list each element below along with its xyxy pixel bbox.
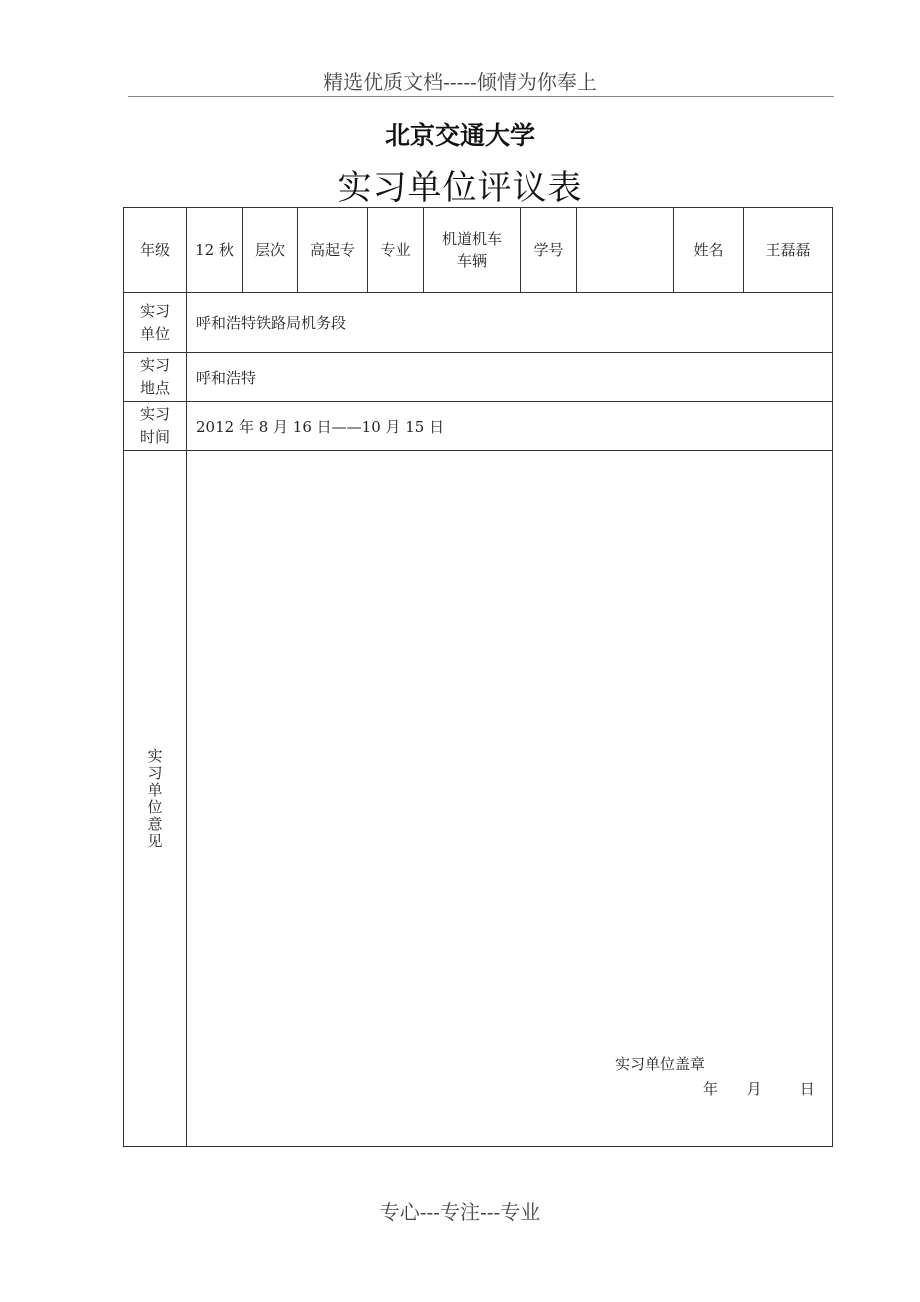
unit-row: [124, 293, 833, 353]
unit-label-line2: 单位: [139, 324, 170, 343]
page-footer-text: 专心---专注---专业: [379, 1200, 541, 1224]
location-value: 呼和浩特: [187, 353, 833, 402]
name-value: 王磊磊: [744, 208, 833, 293]
info-row: [124, 208, 833, 293]
student-id-label: 学号: [521, 208, 577, 293]
student-id-value[interactable]: [577, 208, 674, 293]
time-label: [124, 402, 187, 451]
major-label: 专业: [368, 208, 424, 293]
opinion-label-cell: [124, 451, 187, 1147]
major-value-line1: 机道机车: [441, 230, 502, 248]
unit-label: [124, 293, 187, 353]
name-label: 姓名: [674, 208, 744, 293]
location-row: [124, 353, 833, 402]
university-name: 北京交通大学: [384, 121, 535, 150]
level-label: 层次: [243, 208, 298, 293]
unit-label-line1: 实习: [139, 301, 170, 320]
evaluation-form-table: [123, 207, 833, 1147]
opinion-content-area[interactable]: [187, 451, 833, 1147]
unit-stamp-label: 实习单位盖章: [615, 1055, 706, 1073]
time-label-line2: 时间: [139, 428, 170, 446]
grade-value: 12 秋: [187, 208, 243, 293]
time-label-line1: 实习: [139, 405, 170, 423]
unit-value: 呼和浩特铁路局机务段: [187, 293, 833, 353]
stamp-date-line: 年 月 日: [703, 1080, 815, 1098]
location-label-line2: 地点: [139, 379, 170, 397]
time-value: 2012 年 8 月 16 日——10 月 15 日: [187, 402, 833, 451]
time-row: [124, 402, 833, 451]
form-title: 实习单位评议表: [337, 168, 583, 208]
header-divider: [128, 96, 834, 97]
grade-label: 年级: [124, 208, 187, 293]
location-label-line1: 实习: [139, 356, 170, 374]
opinion-label: 实习单位意见: [147, 746, 163, 850]
major-value-line2: 车辆: [456, 252, 487, 270]
major-value: [424, 208, 521, 293]
page-header-text: 精选优质文档-----倾情为你奉上: [323, 70, 597, 94]
level-value: 高起专: [298, 208, 368, 293]
location-label: [124, 353, 187, 402]
opinion-row: [124, 451, 833, 1147]
